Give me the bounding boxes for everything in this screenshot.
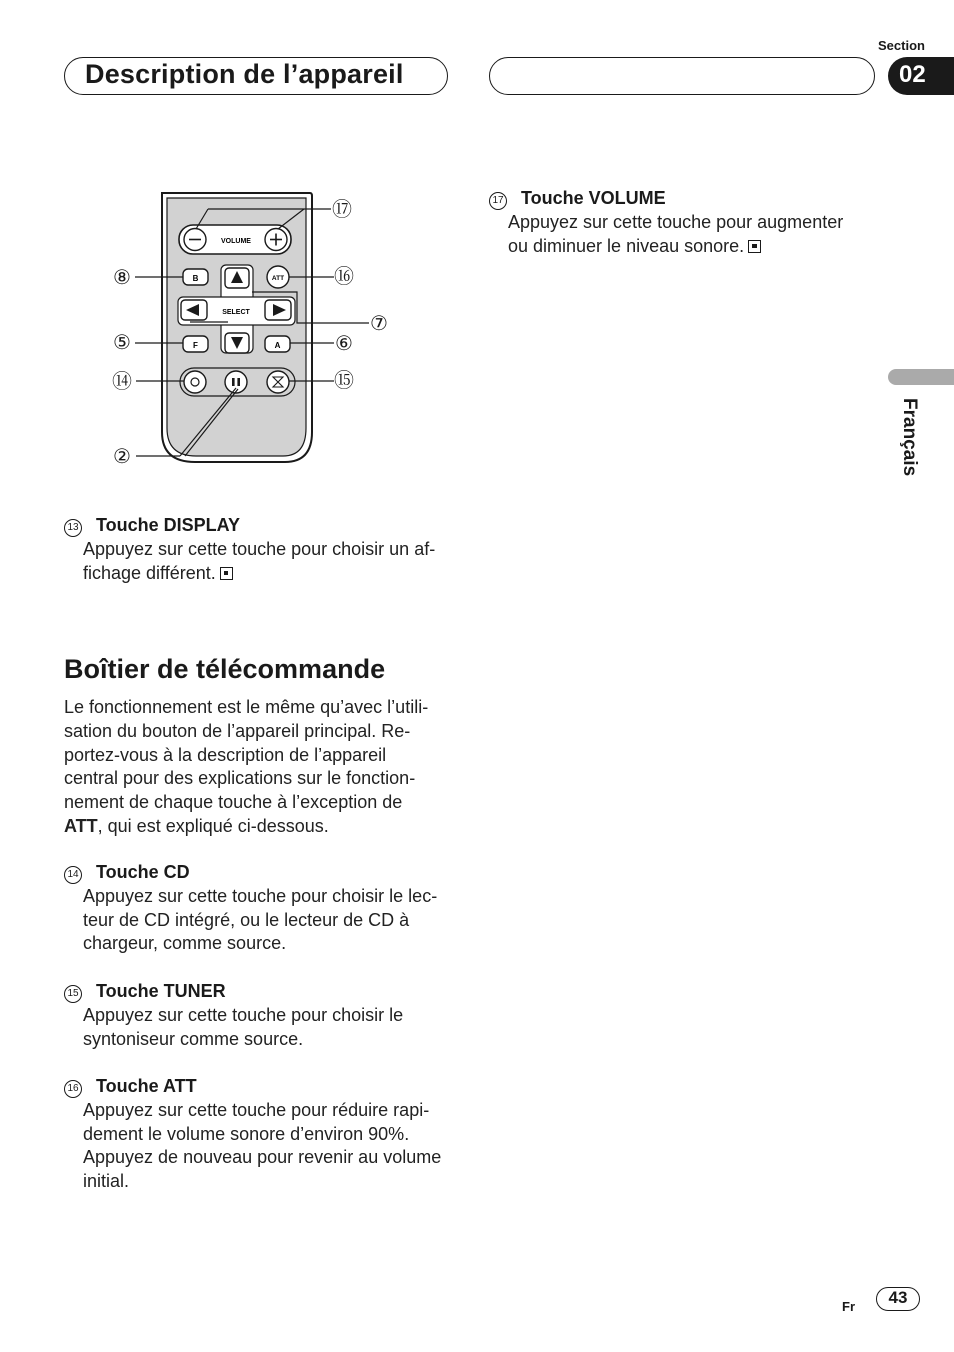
callout-6: ⑥ [335,331,353,355]
section-number-badge [888,57,954,95]
item-number: 13 [64,519,82,537]
footer-language-code: Fr [842,1299,855,1314]
end-mark-icon [220,567,233,580]
item-display-title: 13 Touche DISPLAY [64,515,464,537]
chapter-title: Description de l’appareil [85,59,404,89]
section-heading: Boîtier de télécommande [64,654,386,684]
att-label: ATT [271,275,285,282]
remote-control-illustration [100,188,400,478]
item-number: 14 [64,866,82,884]
a-label: A [274,341,281,350]
page-number: 43 [876,1287,920,1311]
callout-16: ⑯ [334,264,354,288]
section-number: 02 [899,61,926,88]
item-tuner [64,981,464,1051]
chapter-title-pill [64,57,448,95]
item-number: 16 [64,1080,82,1098]
item-att-title: 16 Touche ATT [64,1076,464,1098]
language-label: Français [899,398,920,477]
item-cd [64,862,464,956]
item-number: 15 [64,985,82,1003]
item-display [64,515,464,585]
f-label: F [193,341,198,350]
callout-8: ⑧ [113,265,131,289]
end-mark-icon [748,240,761,253]
callout-15: ⑮ [334,368,354,392]
callout-14: ⑭ [112,369,132,393]
item-volume-body: Appuyez sur cette touche pour augmenter ou diminuer le niveau sonore. [508,212,844,256]
b-label: B [192,274,199,283]
select-label: SELECT [222,309,250,316]
callout-2: ② [113,444,131,468]
volume-label: VOLUME [221,238,251,245]
callout-7: ⑦ [370,311,388,335]
item-tuner-title: 15 Touche TUNER [64,981,464,1003]
callout-17: ⑰ [332,197,352,221]
section-label: Section [878,38,925,53]
item-number: 17 [489,192,507,210]
language-tab-bar [888,369,954,385]
item-att-body: Appuyez sur cette touche pour réduire rapi- dement le volume sonore d’environ 90%. Appuyez de nouveau pour revenir au volume initial. [83,1100,442,1191]
callout-5: ⑤ [113,330,131,354]
item-tuner-body: Appuyez sur cette touche pour choisir le syntoniseur comme source. [83,1005,404,1049]
item-volume-title: 17 Touche VOLUME [489,188,889,210]
item-cd-title: 14 Touche CD [64,862,464,884]
header-empty-pill [489,57,875,95]
item-cd-body: Appuyez sur cette touche pour choisir le lec- teur de CD intégré, ou le lecteur de CD à chargeur, comme source. [83,886,438,954]
item-display-body: Appuyez sur cette touche pour choisir un af- fichage différent. [83,539,436,583]
item-volume [489,188,889,258]
intro-paragraph: Le fonctionnement est le même qu’avec l’utili- sation du bouton de l’appareil principal. Re- portez-vous à la description de l’appareil central pour des explications sur le fonction- nement de chaque touche à l’exception de ATT, qui est expliqué ci-dessous. [64,697,429,836]
item-att [64,1076,464,1193]
